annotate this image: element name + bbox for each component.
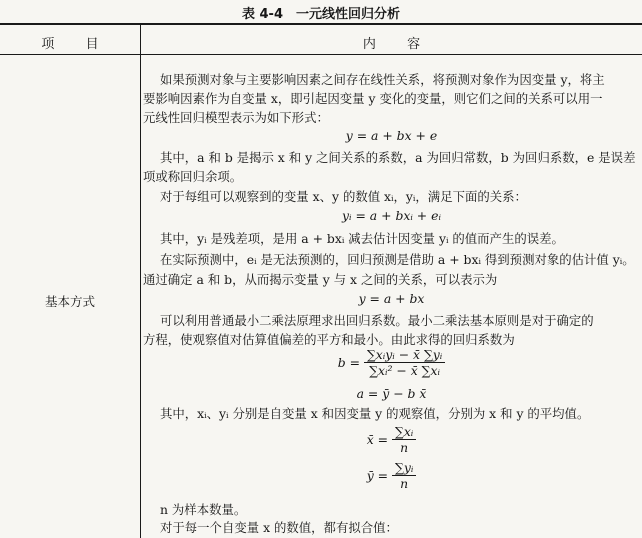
formula-6-denominator: n [400, 440, 409, 455]
formula-4-lhs: b = [337, 355, 360, 370]
formula-7 [141, 460, 642, 491]
para-1-line-2: 要影响因素作为自变量 x，即引起因变量 y 变化的变量，则它们之间的关系可以用一 [143, 91, 603, 106]
para-5-line-1: 在实际预测中，eᵢ 是无法预测的，回归预测是借助 a + bxᵢ 得到预测对象的估计值 yᵢ。 [160, 252, 635, 267]
formula-7-denominator: n [400, 476, 409, 491]
para-2-line-2: 项或称回归余项。 [143, 169, 243, 184]
para-6-line-2: 方程，使观察值对估算值偏差的平方和最小。由此求得的回归系数为 [143, 332, 515, 347]
formula-1: y = a + bx + e [345, 128, 438, 143]
header-item: 项目 [41, 37, 130, 52]
formula-4-numerator: ∑xᵢyᵢ − x̄ ∑yᵢ [364, 347, 445, 363]
para-2-line-1: 其中，a 和 b 是揭示 x 和 y 之间关系的系数，a 为回归常数，b 为回归系数，e 是误差 [160, 150, 636, 165]
para-6-line-1: 可以利用普通最小二乘法原理求出回归系数。最小二乘法基本原则是对于确定的 [160, 313, 594, 328]
formula-6-numerator: ∑xᵢ [392, 424, 416, 440]
header-rule [0, 54, 642, 55]
formula-7-lhs: ȳ = [366, 468, 389, 483]
formula-6-fraction [392, 424, 416, 455]
top-rule [0, 23, 642, 25]
table-title: 表 4-4 一元线性回归分析 [241, 7, 400, 22]
para-7: 其中，xᵢ、yᵢ 分别是自变量 x 和因变量 y 的观察值，分别为 x 和 y 的平均值。 [160, 406, 590, 421]
para-9: 对于每一个自变量 x 的数值，都有拟合值： [160, 520, 398, 535]
para-1-line-3: 元线性回归模型表示为如下形式： [143, 110, 329, 125]
formula-6-lhs: x̄ = [366, 432, 389, 447]
formula-6 [141, 424, 642, 455]
formula-7-fraction [392, 460, 416, 491]
para-5-line-2: 通过确定 a 和 b，从而揭示变量 y 与 x 之间的关系，可以表示为 [143, 272, 498, 287]
formula-2: yᵢ = a + bxᵢ + eᵢ [342, 208, 441, 223]
para-1-line-1: 如果预测对象与主要影响因素之间存在线性关系，将预测对象作为因变量 y，将主 [160, 72, 605, 87]
row-label: 基本方式 [44, 294, 95, 309]
formula-5: a = ȳ − b x̄ [356, 386, 427, 401]
para-4: 其中，yᵢ 是残差项，是用 a + bxᵢ 减去估计因变量 yᵢ 的值而产生的误差。 [160, 231, 564, 246]
formula-4 [141, 347, 642, 378]
formula-7-numerator: ∑yᵢ [392, 460, 416, 476]
para-3: 对于每组可以观察到的变量 x、y 的数值 xᵢ，yᵢ，满足下面的关系： [160, 189, 527, 204]
formula-4-fraction [364, 347, 445, 378]
formula-3: y = a + bx [358, 291, 425, 306]
para-8: n 为样本数量。 [160, 502, 247, 517]
header-content: 内容 [362, 37, 452, 52]
formula-4-denominator: ∑xᵢ² − x̄ ∑xᵢ [369, 363, 441, 378]
